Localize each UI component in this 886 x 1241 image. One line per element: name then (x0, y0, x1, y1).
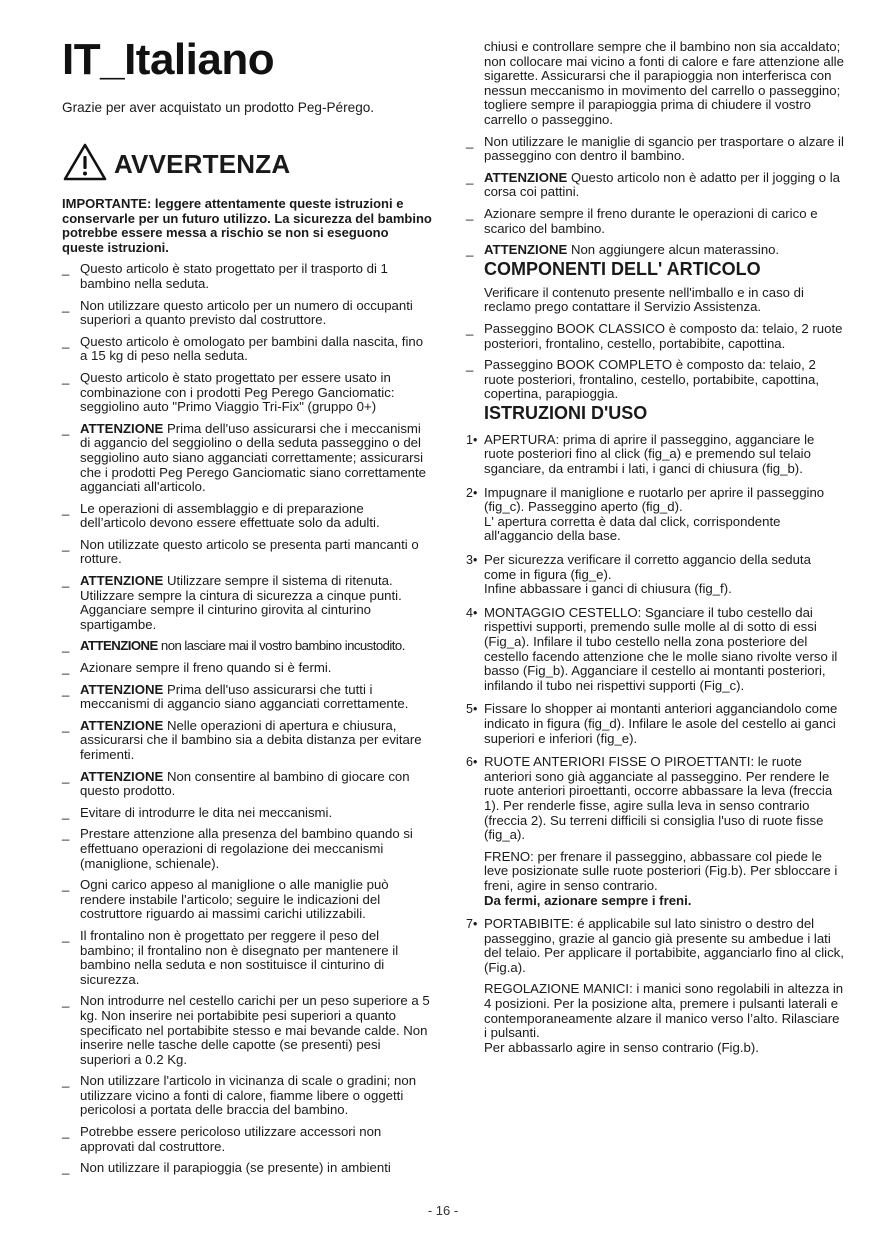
language-title: IT_Italiano (62, 35, 275, 84)
list-item: _ Questo articolo è stato progettato per il trasporto di 1 bambino nella seduta. (62, 262, 432, 291)
list-item: _ ATTENZIONE Questo articolo non è adatto per il jogging o la corsa coi pattini. (466, 171, 844, 200)
instruction-step: 4• MONTAGGIO CESTELLO: Sganciare il tubo cestello dai rispettivi supporti, premendo sulle molle al di sotto di essi (Fig_a). Infilare il tubo cestello nella zona posteriore del cestello facendo attenzione che le molle siano rivolte verso il basso (Fig_b). Agganciare il cestello ai montanti posteriori, infilando il tubo nei rispettivi supporti (Fig_c). (466, 604, 838, 693)
list-item: _ Passeggino BOOK CLASSICO è composto da: telaio, 2 ruote posteriori, frontalino, cestello, portabibite, capottina. (466, 322, 844, 351)
components-intro: Verificare il contenuto presente nell'imballo e in caso di reclamo prego contattare il Servizio Assistenza. (484, 284, 804, 315)
components-list (466, 322, 844, 402)
list-item: _ Non utilizzare le maniglie di sgancio per trasportare o alzare il passeggino con dentro il bambino. (466, 135, 844, 164)
list-item: _ Non utilizzare questo articolo per un numero di occupanti superiori a quanto previsto dal costruttore. (62, 299, 432, 328)
instruction-step: 5• Fissare lo shopper ai montanti anteriori agganciandolo come indicato in figura (fig_d). Infilare le asole del cestello ai ganci superiori e inferiori (fig_e). (466, 701, 838, 746)
list-item: _ Ogni carico appeso al maniglione o alle maniglie può rendere instabile l'articolo; seguire le indicazioni del costruttore riguardo ai massimi carichi utilizzabili. (62, 878, 432, 922)
list-item: _ Le operazioni di assemblaggio e di preparazione dell’articolo devono essere effettuate solo da adulti. (62, 502, 432, 531)
list-item: _ ATTENZIONE Nelle operazioni di apertura e chiusura, assicurarsi che il bambino sia a debita distanza per evitare ferimenti. (62, 719, 432, 763)
list-item: _ Non utilizzare l'articolo in vicinanza di scale o gradini; non utilizzare vicino a fonti di calore, fiamme libere o oggetti pericolosi a portata delle braccia del bambino. (62, 1074, 432, 1118)
list-item: _ ATTENZIONE Prima dell'uso assicurarsi che tutti i meccanismi di aggancio siano agganciati correttamente. (62, 683, 432, 712)
list-item: _ Questo articolo è stato progettato per essere usato in combinazione con i prodotti Peg Perego Ganciomatic: seggiolino auto "Primo Viaggio Tri-Fix" (gruppo 0+) (62, 371, 432, 415)
instruction-step: 7• PORTABIBITE: é applicabile sul lato sinistro o destro del passeggino, grazie al gancio già presente su ambedue i lati del telaio. Per applicare il portabibite, agganciarlo fino al click, (Fig.a). REGOLAZIONE MANICI: i manici sono regolabili in altezza in 4 posizioni. Per la posizione alta, premere i pulsanti laterali e contemporaneamente alzare il manico verso l’alto. Rilasciare i pulsanti. Per abbassarlo agire in senso contrario (Fig.b). (466, 916, 844, 1055)
list-item: _ ATTENZIONE Utilizzare sempre il sistema di ritenuta. Utilizzare sempre la cintura di sicurezza a cinque punti. Agganciare sempre il cinturino girovita al cinturino spartigambe. (62, 574, 432, 632)
instruction-step: 3• Per sicurezza verificare il corretto aggancio della seduta come in figura (fig_e). Infine abbassare i ganci di chiusura (fig_f). (466, 552, 811, 597)
instruction-step: 1• APERTURA: prima di aprire il passeggino, agganciare le ruote posteriori fino al click (fig_a) e premendo sul telaio sganciare, da entrambi i lati, i ganci di chiusura (fig_b). (466, 431, 815, 477)
list-item: _ Prestare attenzione alla presenza del bambino quando si effettuano operazioni di regolazione dei meccanismi (maniglione, schienale). (62, 827, 432, 871)
thanks-text: Grazie per aver acquistato un prodotto Peg-Pérego. (62, 100, 375, 115)
list-item: _ Questo articolo è omologato per bambini dalla nascita, fino a 15 kg di peso nella seduta. (62, 335, 432, 364)
page-number: - 16 - (427, 1203, 459, 1218)
list-item: _ Non introdurre nel cestello carichi per un peso superiore a 5 kg. Non inserire nei portabibite pesi superiori a quanto specificato nel portabibite stesso e mai bevande calde. Non inserire nelle tasche delle capotte (se presenti) pesi superiori a 0.2 Kg. (62, 994, 432, 1067)
list-item: _ Evitare di introdurre le dita nei meccanismi. (62, 806, 432, 821)
list-item: _ ATTENZIONE Prima dell'uso assicurarsi che i meccanismi di aggancio del seggiolino o della seduta passeggino o del seggiolino auto siano agganciati correttamente; assicurarsi che i prodotti Peg Perego Ganciomatic siano correttamente agganciati all'articolo. (62, 422, 432, 495)
warning-title: AVVERTENZA (114, 148, 291, 179)
instructions-list (466, 433, 844, 1056)
list-item: _ Passeggino BOOK COMPLETO è composto da: telaio, 2 ruote posteriori, frontalino, cestello, portabibite, capottina, copertina, parapioggia. (466, 358, 844, 402)
list-item: _ Azionare sempre il freno durante le operazioni di carico e scarico del bambino. (466, 207, 844, 236)
warning-continuation: chiusi e controllare sempre che il bambino non sia accaldato; non collocare mai vicino a fonti di calore e fare attenzione alle sigarette. Assicurarsi che il parapioggia non interferisca con nessun meccanismo in movimento del carrello o passeggino; togliere sempre il parapioggia prima di chiudere il vostro carrello o passeggino. (484, 39, 844, 127)
instructions-heading: ISTRUZIONI D'USO (484, 402, 648, 423)
left-column (62, 0, 432, 1176)
list-item: _ Non utilizzate questo articolo se presenta parti mancanti o rotture. (62, 538, 432, 567)
list-item: _ Non utilizzare il parapioggia (se presente) in ambienti (62, 1161, 432, 1176)
warning-list-continued (466, 135, 844, 258)
components-heading: COMPONENTI DELL' ARTICOLO (484, 258, 761, 279)
right-column (466, 0, 844, 1055)
instruction-step: 6• RUOTE ANTERIORI FISSE O PIROETTANTI: le ruote anteriori sono già agganciate al passeggino. Per rendere le ruote anteriori piroettanti, occorre abbassare la leva (freccia 1). Per renderle fisse, agire sulla leva in senso contrario (freccia 2). Su terreni difficili si consiglia l'uso di ruote fisse (fig_a). FRENO: per frenare il passeggino, abbassare col piede le leve posizionate sulle ruote posteriori (Fig.b). Per sbloccare i freni, agire in senso contrario. Da fermi, azionare sempre i freni. (466, 754, 838, 908)
instruction-step: 2• Impugnare il maniglione e ruotarlo per aprire il passeggino (fig_c). Passeggino aperto (fig_d). L' apertura corretta è data dal click, corrispondente all'aggancio della base. (466, 484, 825, 544)
list-item: _ Azionare sempre il freno quando si è fermi. (62, 661, 432, 676)
list-item: _ ATTENZIONE Non consentire al bambino di giocare con questo prodotto. (62, 770, 432, 799)
warning-triangle-icon (62, 142, 108, 182)
warning-heading (62, 142, 432, 182)
warning-list (62, 262, 432, 1175)
list-item: _ Il frontalino non è progettato per reggere il peso del bambino; il frontalino non è disegnato per mantenere il bambino nella seduta e non sostituisce il cinturino di sicurezza. (62, 929, 432, 987)
important-notice: IMPORTANTE: leggere attentamente queste istruzioni e conservarle per un futuro utilizzo. La sicurezza del bambino potrebbe essere messa a rischio se non si eseguono queste istruzioni. (62, 196, 432, 255)
list-item: _ ATTENZIONE Non aggiungere alcun materassino. (466, 243, 844, 258)
list-item: _ ATTENZIONE non lasciare mai il vostro bambino incustodito. (62, 639, 432, 654)
list-item: _ Potrebbe essere pericoloso utilizzare accessori non approvati dal costruttore. (62, 1125, 432, 1154)
